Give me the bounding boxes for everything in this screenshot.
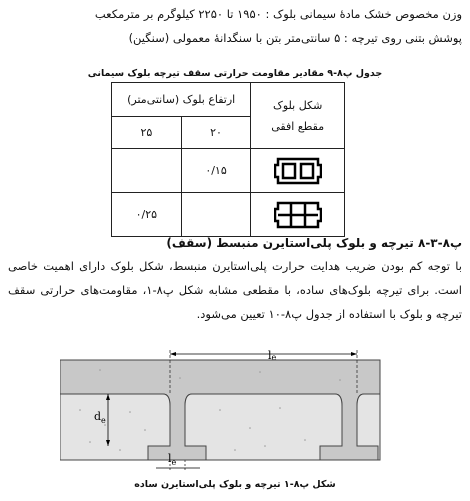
paragraph-line: است. برای تیرچه بلوک‌های ساده، با مقطعی مشابه شکل پ۸-۱، مقاومت‌های حرارتی سقف <box>8 283 462 297</box>
table-cell: ۰/۲۵ <box>112 193 182 237</box>
le-bottom-label: $l_e$ <box>168 452 177 467</box>
header-shape: شکل بلوک <box>273 98 323 112</box>
le-top-label: $l_e$ <box>268 350 277 362</box>
density-line: وزن مخصوص خشک مادهٔ سیمانی بلوک : ۱۹۵۰ تا ۲۲۵۰ کیلوگرم بر مترمکعب <box>94 7 462 21</box>
covering-line: پوشش بتنی روی تیرچه : ۵ سانتی‌متر بتن با سنگدانهٔ معمولی (سنگین) <box>128 31 462 45</box>
four-cell-block-icon <box>251 193 345 237</box>
col-25-header: ۲۵ <box>112 117 182 149</box>
col-20-header: ۲۰ <box>181 117 251 149</box>
table-cell <box>112 149 182 193</box>
two-cell-block-icon <box>251 149 345 193</box>
figure-caption: شکل پ۸-۱ تیرچه و بلوک پلی‌استایرن ساده <box>134 479 336 490</box>
table-cell <box>181 193 251 237</box>
section-heading: پ۸-۳-۸ تیرچه و بلوک پلی‌استایرن منبسط (سقف) <box>166 236 462 250</box>
joist-block-figure <box>60 350 400 479</box>
header-height: ارتفاع بلوک (سانتی‌متر) <box>112 83 251 117</box>
paragraph-line: تیرچه و بلوک با استفاده از جدول پ۸-۱۰ تعیین می‌شود. <box>196 307 462 321</box>
table-row <box>112 193 345 237</box>
table-caption: جدول پ۸-۹ مقادیر مقاومت حرارتی سقف تیرچه بلوک سیمانی <box>87 68 383 79</box>
thermal-resistance-table <box>111 82 345 237</box>
header-shape-cell <box>251 83 345 149</box>
table-cell: ۰/۱۵ <box>181 149 251 193</box>
table-row <box>112 149 345 193</box>
header-section: مقطع افقی <box>271 119 325 133</box>
de-label: $d_e$ <box>94 410 106 425</box>
foam-block <box>185 394 342 460</box>
paragraph-line: با توجه کم بودن ضریب هدایت حرارت پلی‌استایرن منبسط، شکل بلوک دارای اهمیت خاصی <box>8 259 462 273</box>
